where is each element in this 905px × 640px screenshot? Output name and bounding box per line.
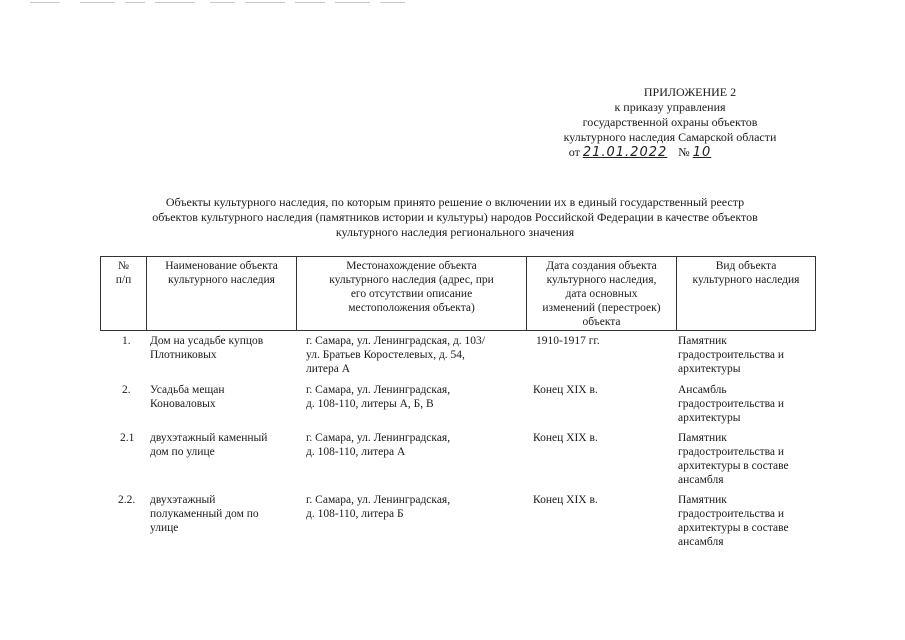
title-line: объектов культурного наследия (памятников истории и культуры) народов Российской Федерации в качестве объектов xyxy=(152,210,758,224)
table-row xyxy=(100,493,816,555)
object-address: г. Самара, ул. Ленинградская, д. 103/ ул. Братьев Коростелевых, д. 54, литера А xyxy=(306,335,486,375)
row-number: 2. xyxy=(122,384,131,396)
appendix-line: культурного наследия Самарской области xyxy=(563,130,777,144)
appendix-line: к приказу управления xyxy=(614,100,726,114)
column-header-date: Дата создания объекта культурного наследия, дата основных изменений (перестроек) объекта xyxy=(526,257,676,330)
heritage-table xyxy=(100,256,816,555)
document-title xyxy=(100,195,810,240)
object-type: Ансамбль градостроительства и архитектуры xyxy=(678,384,785,424)
object-address: г. Самара, ул. Ленинградская, д. 108-110, литера Б xyxy=(306,494,451,520)
date-prefix: от xyxy=(568,145,580,159)
table-row xyxy=(100,431,816,493)
object-address: г. Самара, ул. Ленинградская, д. 108-110, литеры А, Б, В xyxy=(306,384,451,410)
object-name: Дом на усадьбе купцов Плотниковых xyxy=(150,335,264,361)
title-line: Объекты культурного наследия, по которым принято решение о включении их в единый государственный реестр xyxy=(165,195,745,209)
object-name: Усадьба мещан Коноваловых xyxy=(150,384,225,410)
column-header-name: Наименование объекта культурного наследия xyxy=(146,257,296,330)
object-date: Конец XIX в. xyxy=(533,384,598,396)
object-address: г. Самара, ул. Ленинградская, д. 108-110, литера А xyxy=(306,432,451,458)
appendix-title: ПРИЛОЖЕНИЕ 2 xyxy=(643,85,737,99)
column-header-address: Местонахождение объекта культурного наследия (адрес, при его отсутствии описание местоположения объекта) xyxy=(296,257,526,330)
object-name: двухэтажный полукаменный дом по улице xyxy=(150,494,259,534)
row-number: 2.1 xyxy=(120,432,135,444)
handwritten-date: 21.01.2022 xyxy=(582,145,668,160)
order-date-line xyxy=(520,145,820,160)
appendix-header xyxy=(520,85,820,160)
scan-artifact-lines xyxy=(30,0,410,6)
object-date: Конец XIX в. xyxy=(533,494,598,506)
table-row xyxy=(100,334,816,383)
object-date: Конец XIX в. xyxy=(533,432,598,444)
object-name: двухэтажный каменный дом по улице xyxy=(150,432,268,458)
title-line: культурного наследия регионального значения xyxy=(335,225,575,239)
object-date: 1910-1917 гг. xyxy=(536,335,600,347)
number-prefix: № xyxy=(678,145,690,159)
table-row xyxy=(100,383,816,431)
row-number: 2.2. xyxy=(118,494,136,506)
appendix-line: государственной охраны объектов xyxy=(582,115,758,129)
handwritten-number: 10 xyxy=(692,145,712,160)
column-header-type: Вид объекта культурного наследия xyxy=(676,257,816,330)
column-header-num: № п/п xyxy=(100,257,146,330)
row-number: 1. xyxy=(122,335,131,347)
object-type: Памятник градостроительства и архитектуры в составе ансамбля xyxy=(678,432,789,486)
table-header xyxy=(100,256,816,331)
object-type: Памятник градостроительства и архитектуры в составе ансамбля xyxy=(678,494,789,548)
object-type: Памятник градостроительства и архитектуры xyxy=(678,335,785,375)
